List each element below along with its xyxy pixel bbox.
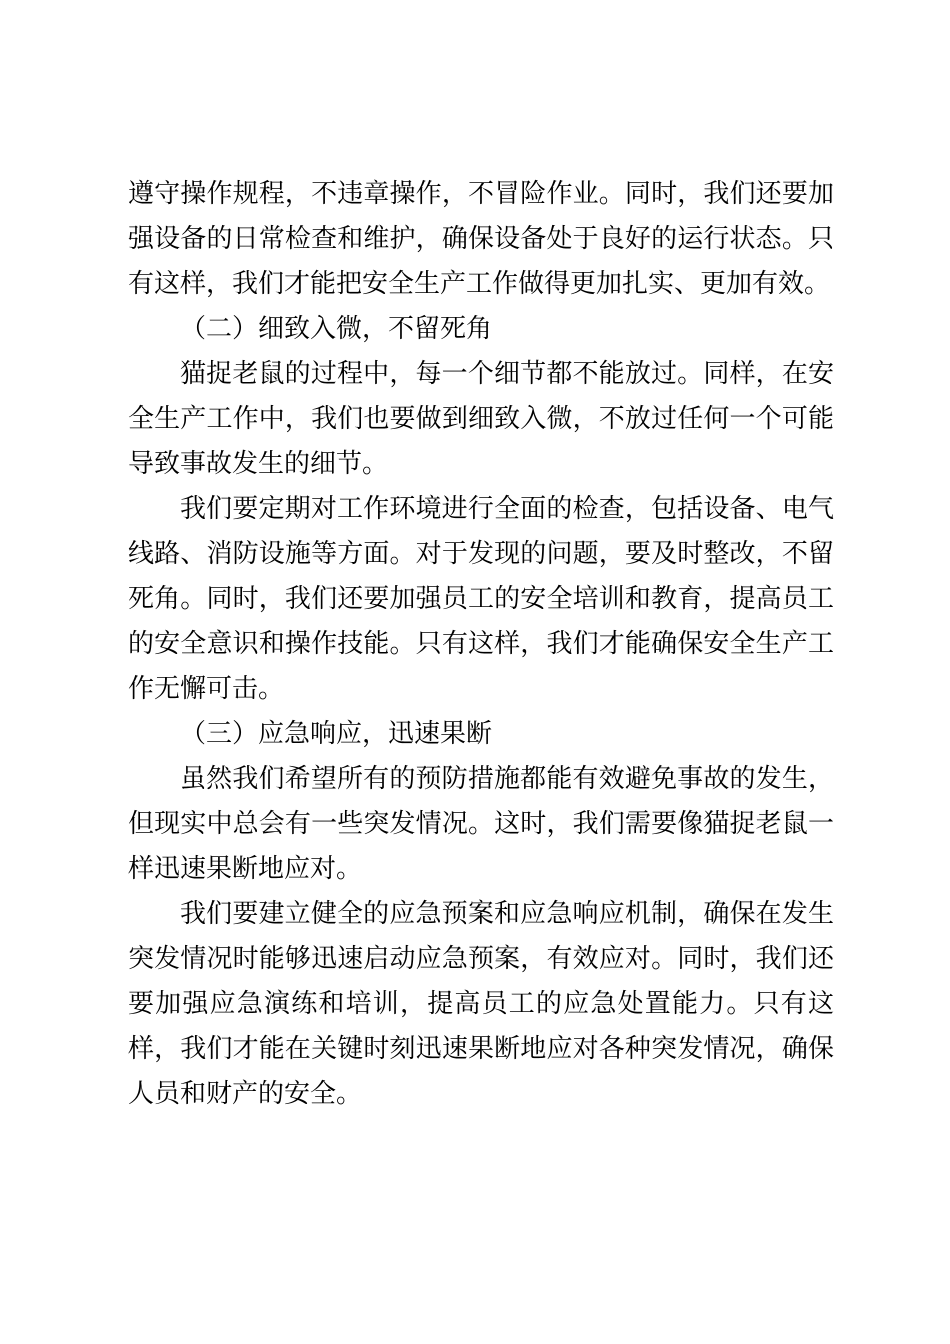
section-heading-3: （三）应急响应，迅速果断 bbox=[180, 719, 493, 749]
paragraph: 我们要定期对工作环境进行全面的检查，包括设备、电气线路、消防设施等方面。对于发现的问题，要及时整改，不留死角。同时，我们还要加强员工的安全培训和教育，提高员工的安全意识和操作技能。只有这样，我们才能确保安全生产工作无懈可击。 bbox=[128, 494, 834, 704]
section-heading-2: （二）细致入微，不留死角 bbox=[180, 314, 493, 344]
paragraph: 我们要建立健全的应急预案和应急响应机制，确保在发生突发情况时能够迅速启动应急预案，有效应对。同时，我们还要加强应急演练和培训，提高员工的应急处置能力。只有这样，我们才能在关键时刻迅速果断地应对各种突发情况，确保人员和财产的安全。 bbox=[128, 899, 834, 1109]
paragraph: 虽然我们希望所有的预防措施都能有效避免事故的发生，但现实中总会有一些突发情况。这时，我们需要像猫捉老鼠一样迅速果断地应对。 bbox=[128, 764, 834, 884]
paragraph-continued: 遵守操作规程，不违章操作，不冒险作业。同时，我们还要加强设备的日常检查和维护，确保设备处于良好的运行状态。只有这样，我们才能把安全生产工作做得更加扎实、更加有效。 bbox=[128, 179, 834, 299]
paragraph: 猫捉老鼠的过程中，每一个细节都不能放过。同样，在安全生产工作中，我们也要做到细致入微，不放过任何一个可能导致事故发生的细节。 bbox=[128, 359, 834, 479]
document-body bbox=[128, 172, 834, 1117]
